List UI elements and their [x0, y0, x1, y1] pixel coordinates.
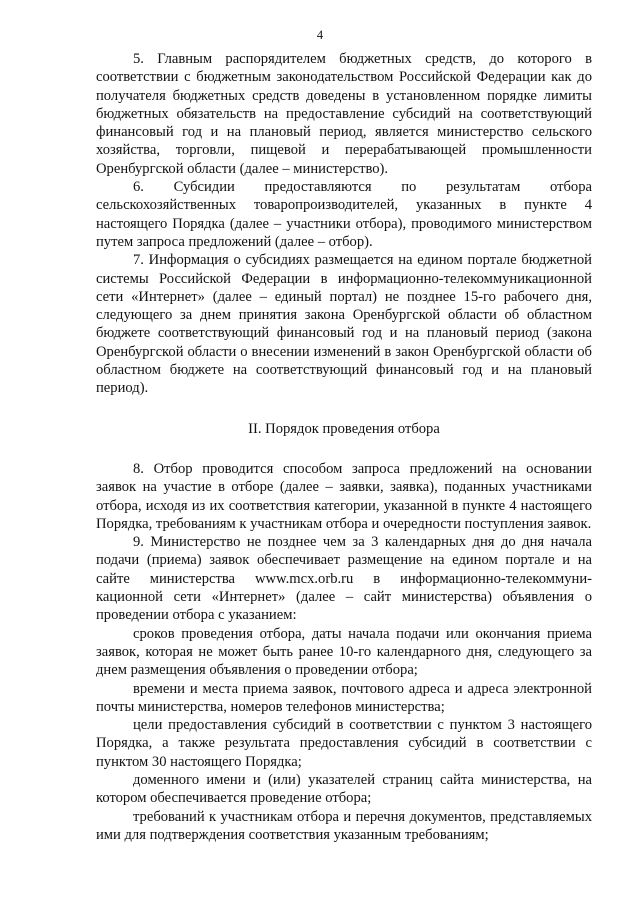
- list-item-place-time: времени и места приема заявок, почтового адреса и адреса электронной почты министерства, номеров телефонов министерства;: [96, 680, 592, 715]
- paragraph-6: 6. Субсидии предоставляются по результатам отбора сельскохозяйственных товаропроизводителей, указанных в пункте 4 настоящего Порядка (далее – участники отбора), проводимого министерством путем запроса предложений (далее – отбор).: [96, 179, 592, 250]
- list-item-goals: цели предоставления субсидий в соответствии с пунктом 3 настоящего Порядка, а также результата предоставления субсидий в соответствии с пунктом 30 настоящего Порядка;: [96, 717, 592, 770]
- paragraph-7: 7. Информация о субсидиях размещается на едином портале бюджетной системы Российской Федерации в информационно-телекоммуникационной сети «Интернет» (далее – единый портал) не позднее 15-го рабочего дня, следующего за днем принятия закона Оренбургской области об областном бюджете соответствующий финансовый год и на плановый период (закона Оренбургской области о внесении изменений в закон Оренбургской области об областном бюджете на соответствующий финансовый год и на плановый период).: [96, 252, 592, 397]
- list-item-requirements: требований к участникам отбора и перечня документов, представляемых ими для подтверждения соответствия указанным требованиям;: [96, 808, 592, 843]
- document-body: [96, 50, 592, 844]
- list-item-domain: доменного имени и (или) указателей страниц сайта министерства, на котором обеспечивается проведение отбора;: [96, 771, 592, 807]
- list-item-deadlines: сроков проведения отбора, даты начала подачи или окончания приема заявок, которая не может быть ранее 10-го календарного дня, следующего за днем размещения объявления о проведении отбора;: [96, 625, 592, 679]
- section-heading: II. Порядок проведения отбора: [248, 420, 440, 437]
- paragraph-9: 9. Министерство не позднее чем за 3 календарных дня до дня начала подачи (приема) заявок обеспечивает размещение на едином портале и на сайте министерства www.mcx.orb.ru в информационно-телекоммуни-кационной сети «Интернет» (далее – сайт министерства) объявления о проведении отбора с указанием:: [96, 534, 592, 624]
- page-number: 4: [316, 28, 324, 42]
- paragraph-5: 5. Главным распорядителем бюджетных средств, до которого в соответствии с бюджетным законодательством Российской Федерации как до получателя бюджетных средств доведены в установленном порядке лимиты бюджетных обязательств на предоставление субсидий на соответствующий финансовый год и на плановый период, является министерство сельского хозяйства, торговли, пищевой и перерабатывающей промышленности Оренбургской области (далее – министерство).: [96, 51, 592, 177]
- paragraph-8: 8. Отбор проводится способом запроса предложений на основании заявок на участие в отборе (далее – заявки, заявка), поданных участниками отбора, исходя из их соответствия категории, указанной в пункте 4 настоящего Порядка, требованиям к участникам отбора и очередности поступления заявок.: [96, 460, 592, 532]
